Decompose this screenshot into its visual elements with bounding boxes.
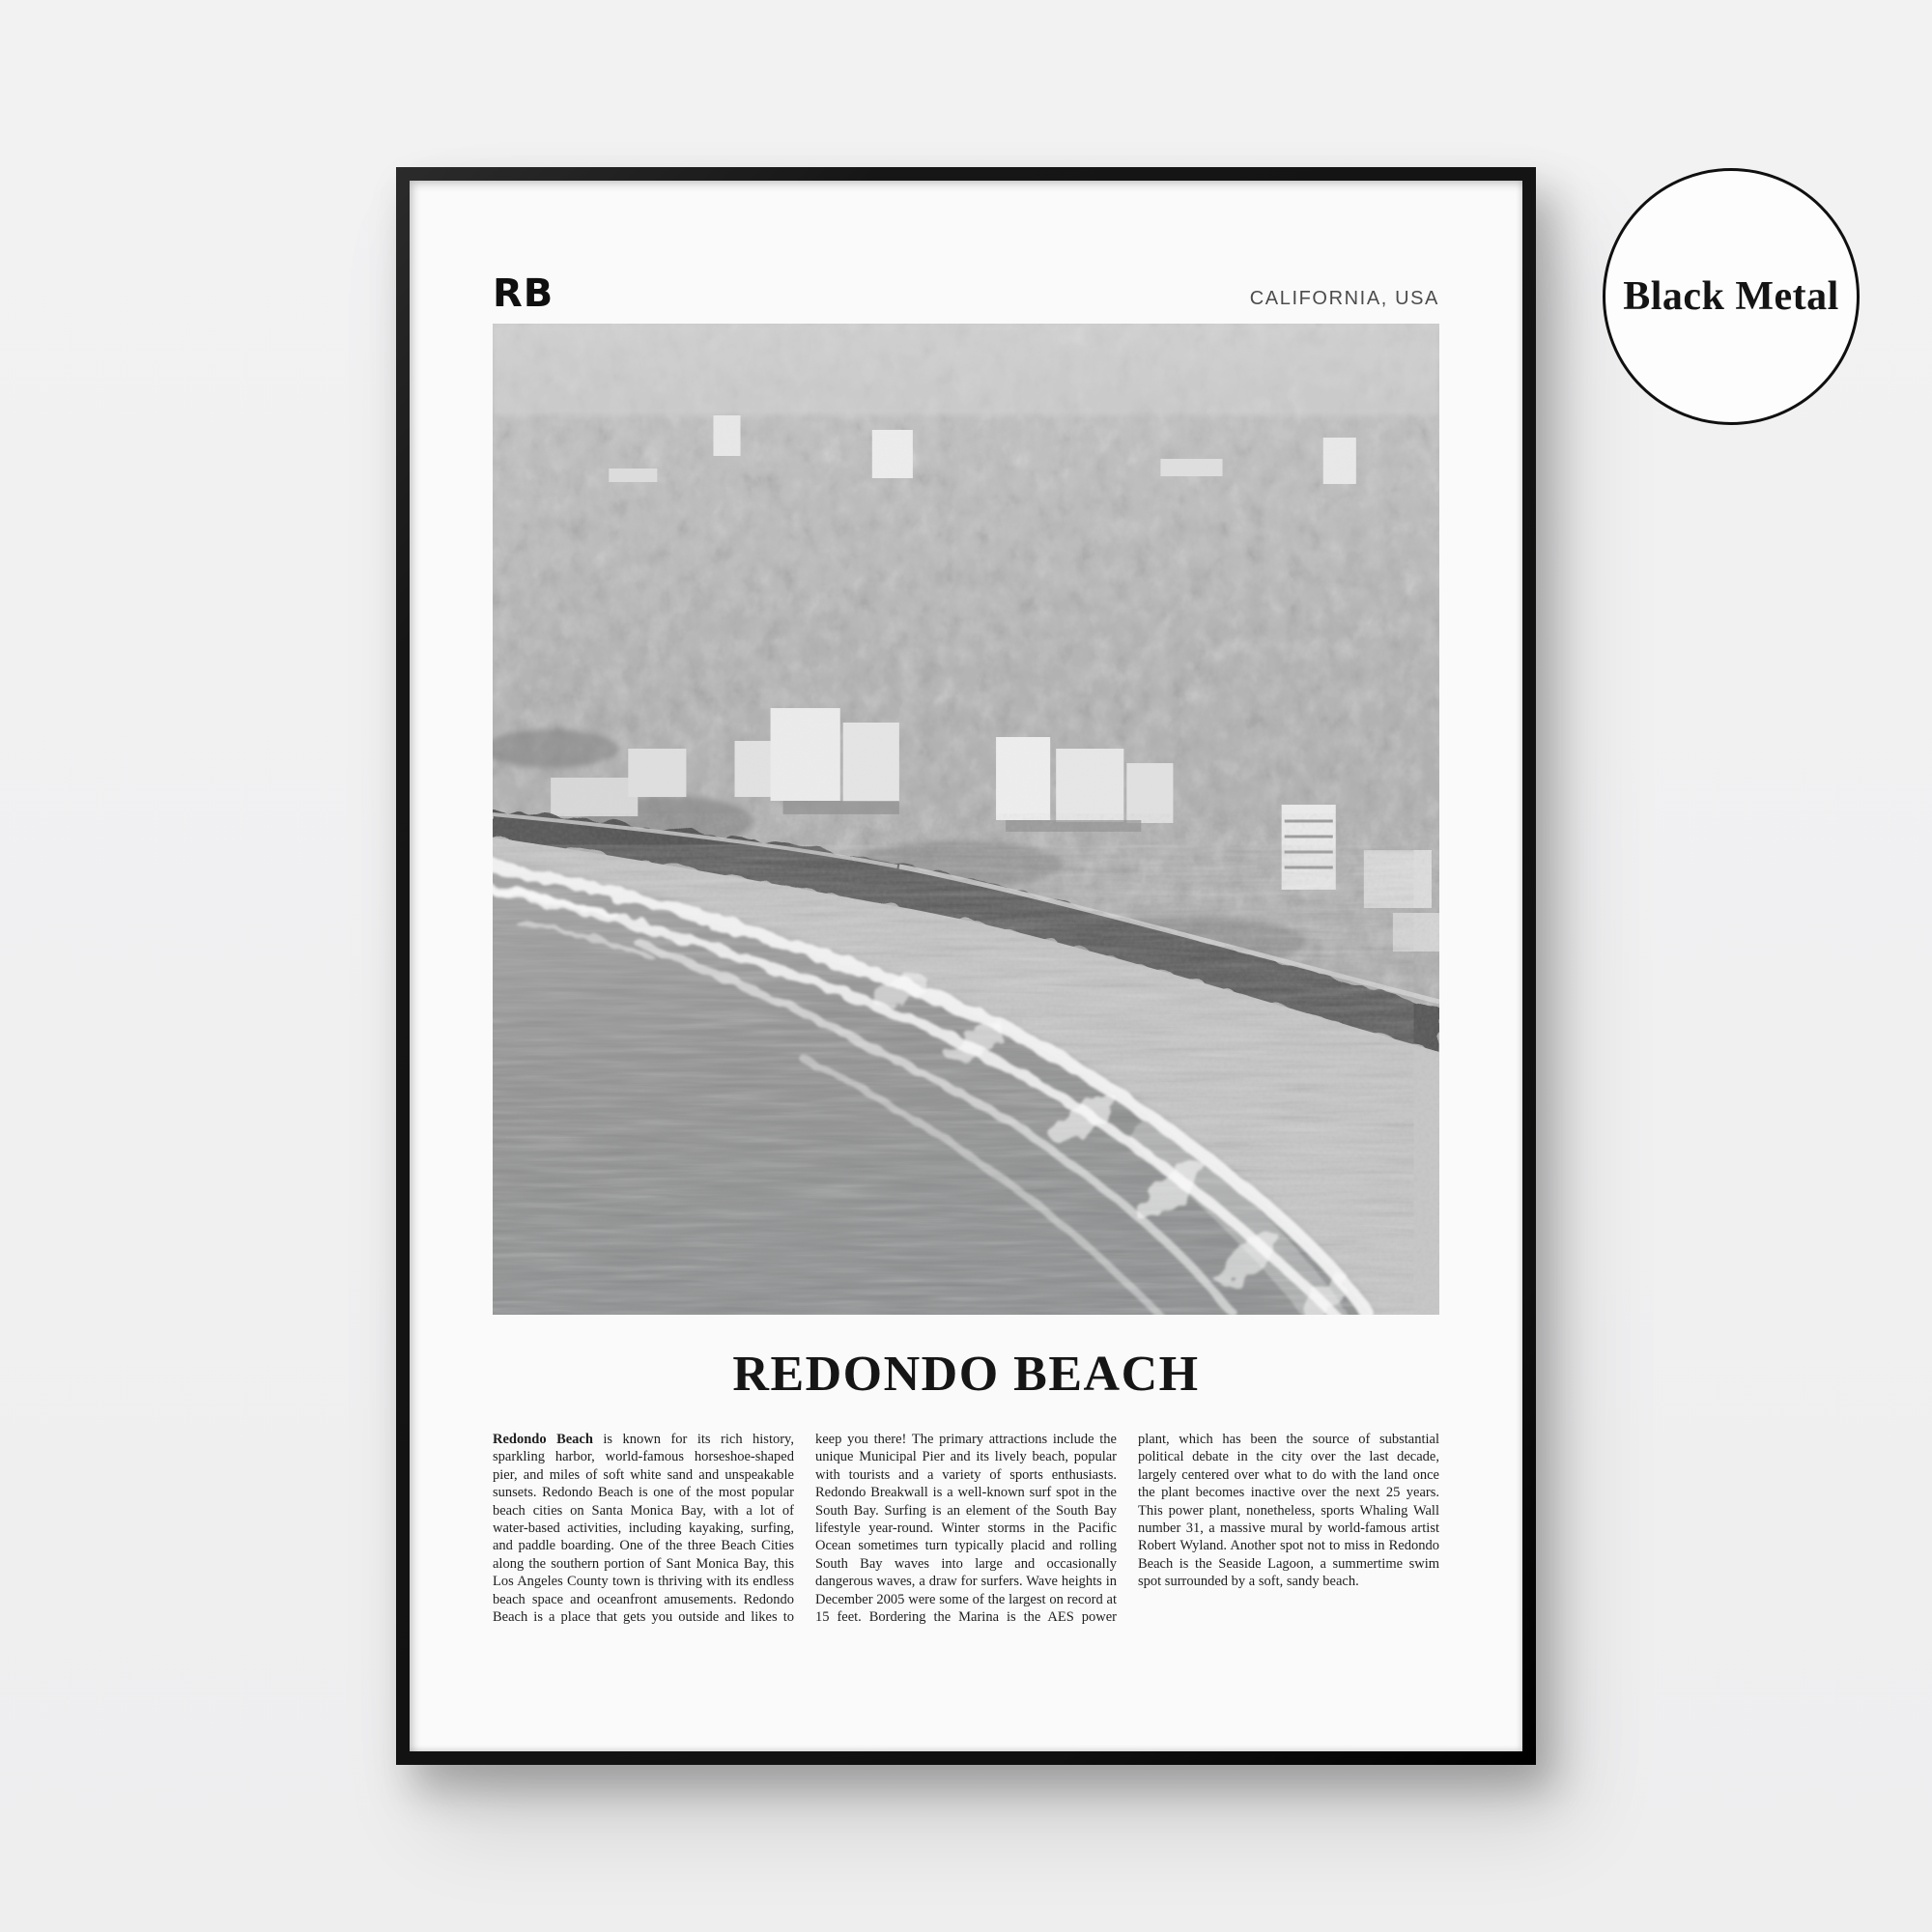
- article-text: [493, 1431, 1439, 1626]
- article-body: is known for its rich history, sparkling harbor, world-famous horseshoe-shaped pier, and miles of soft white sand and unspeakable sunsets. Redondo Beach is one of the most popular beach cities on Santa Monica Bay, with a lot of water-based activities, including kayaking, surfing, and paddle boarding. One of the three Beach Cities along the southern portion of Sant Monica Bay, this Los Angeles County town is thriving with its endless beach space and oceanfront amusements. Redondo Beach is a place that gets you outside and likes to keep you there! The primary attractions include the unique Municipal Pier and its lively beach, popular with tourists and a variety of sports enthusiasts. Redondo Breakwall is a well-known surf spot in the South Bay. Surfing is an element of the South Bay lifestyle year-round. Winter storms in the Pacific Ocean sometimes turn typically placid and rolling South Bay waves into large and occasionally dangerous waves, a draw for surfers. Wave heights in December 2005 were some of the largest on record at 15 feet. Bordering the Marina is the AES power plant, which has been the source of substantial political debate in the city over the last decade, largely centered over what to do with the land once the plant becomes inactive over the next 25 years. This power plant, nonetheless, sports Whaling Wall number 31, a massive mural by world-famous artist Robert Wyland. Another spot not to miss in Redondo Beach is the Seaside Lagoon, a summertime swim spot surrounded by a soft, sandy beach.: [493, 1432, 1439, 1626]
- badge-label: Black Metal: [1623, 274, 1839, 319]
- article-lead: Redondo Beach: [493, 1432, 593, 1447]
- frame-material-badge: [1603, 168, 1860, 425]
- poster-frame: [396, 167, 1536, 1765]
- poster-logo: RB: [493, 271, 554, 316]
- poster: [410, 181, 1522, 1751]
- poster-title: REDONDO BEACH: [732, 1347, 1200, 1402]
- beach-photo: [493, 324, 1439, 1315]
- poster-header: [493, 181, 1439, 314]
- poster-article: [493, 1431, 1439, 1626]
- poster-location: CALIFORNIA, USA: [1249, 288, 1439, 309]
- photo-grain: [493, 324, 1439, 1315]
- beach-photo-illustration: [493, 324, 1439, 1315]
